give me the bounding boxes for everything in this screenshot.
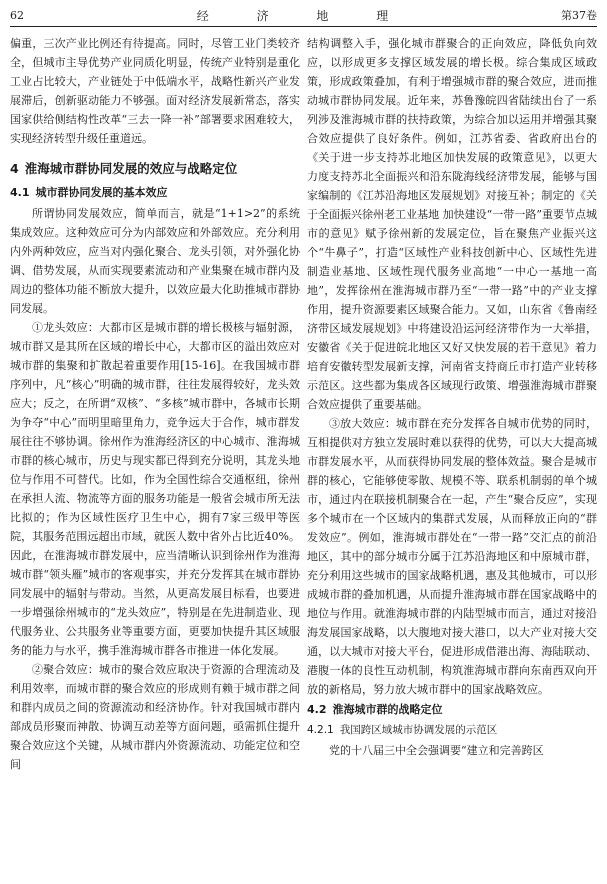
section-4-heading [10, 160, 300, 178]
journal-name: 经 济 地 理 [196, 9, 411, 23]
section-4-1-title: 城市群协同发展的基本效应 [35, 186, 168, 199]
paragraph-aggregation-effect-continued: 结构调整入手，强化城市群聚合的正向效应，降低负向效应，以形成更多支撑区域发展的增长极。综合集成区域政策，形成政策叠加，有利于增强城市群的聚合效应，进而推动城市群协同发展。近年来，苏鲁豫皖四省陆续出台了一系列涉及淮海城市群的扶持政策，为综合加以运用并增强其聚合效应提供了良好条件。例如，江苏省委、省政府出台的《关于进一步支持苏北地区加快发展的政策意见》，以更大力度支持苏北全面振兴和沿东陇海线经济带发展，能够与国家编制的《江苏沿海地区发展规划》对接互补；制定的《关于全面振兴徐州老工业基地 加快建设“一带一路”重要节点城市的意见》赋予徐州新的发展定位，旨在聚焦产业振兴这个“牛鼻子”，打造“区域性产业科技创新中心、区域性先进制造业基地、区域性现代服务业高地“一中心一基地一高地”，发挥徐州在淮海城市群乃至“一带一路”中的产业支撑作用，提升资源要素区域聚合能力。又如，山东省《鲁南经济带区域发展规划》中将建设沿运河经济带作为一大举措，安徽省《关于促进皖北地区又好又快发展的若干意见》着力培育安徽转型发展新支撑，河南省支持商丘市打造产业转移示范区。这些都为集成各区域现行政策、增强淮海城市群聚合效应提供了重要基础。 [307, 37, 597, 411]
section-4-2-1-heading [307, 721, 597, 739]
left-column [10, 34, 300, 884]
section-4-1-number: 4.1 [10, 186, 30, 199]
running-header [10, 6, 597, 27]
right-column [307, 34, 597, 884]
two-column-body [10, 34, 597, 884]
section-4-1-heading [10, 184, 300, 202]
section-4-title: 淮海城市群协同发展的效应与战略定位 [24, 161, 238, 176]
section-4-number: 4 [10, 161, 19, 176]
section-4-2-title: 淮海城市群的战略定位 [332, 703, 443, 716]
paragraph-demonstration-zone: 党的十八届三中全会强调要“建立和完善跨区 [329, 744, 544, 757]
paragraph-aggregation-effect: ②聚合效应：城市的聚合效应取决于资源的合理流动及利用效率，而城市群的聚合效应的形成则有赖于城市群之间和群内成员之间的资源流动和经济协作。针对我国城市群内部成员形聚而神散、协调互动差等方面问题，亟需抓住提升聚合效应这个关键，从城市群内外资源流动、功能定位和空间 [10, 663, 300, 771]
paragraph-amplification-effect: ③放大效应：城市群在充分发挥各自城市优势的同时，互相提供对方独立发展时难以获得的优势，可以大大提高城市群发展水平，从而获得协同发展的整体效益。聚合是城市群的核心，它能够使零散、规模不等、联系机制弱的单个城市，通过内在联接机制聚合在一起，产生“聚合反应”，实现多个城市在一个区域内的集群式发展，从而释放正向的“群发效应”。例如，淮海城市群处在“一带一路”交汇点的前沿地区，其中的部分城市分属于江苏沿海地区和中原城市群，充分利用这些城市的国家战略机遇，惠及其他城市，可以形成城市群的叠加机遇，从而提升淮海城市群在国家战略中的地位与作用。就淮海城市群的内陆型城市而言，通过对接沿海发展国家战略，以大腹地对接大港口，以大产业对接大交通，以大城市对接大平台，促进形成借港出海、海陆联动、港腹一体的良性互动机制，构筑淮海城市群向东南西双向开放的新格局，努力放大城市群中的国家战略效应。 [307, 417, 597, 696]
section-4-2-1-number: 4.2.1 [307, 724, 334, 736]
page-number: 62 [10, 9, 24, 22]
paragraph-leading-effect: ①龙头效应：大都市区是城市群的增长极核与辐射源，城市群又是其所在区域的增长中心，大都市区的溢出效应对城市群的集聚和扩散起着重要作用[15-16]。在我国城市群序列中，凡“核心”明确的城市群，往往发展得较好，龙头效应大；反之，在所谓“双核”、“多核”城市群中，各城市长期为争夺“中心”而明里暗里角力，竞争远大于合作，城市群发展往往不够协调。徐州作为淮海经济区的中心城市、淮海城市群的核心城市，历史与现实都已得到充分说明，其龙头地位与作用不可替代。比如，作为全国性综合交通枢纽，徐州在承担人流、物流等方面的服务功能是一般省会城市所无法比拟的；作为区域性医疗卫生中心，拥有7家三级甲等医院，其服务范围远超出市域，就医人数中省外占比近40%。因此，在淮海城市群发展中，应当清晰认识到徐州作为淮海城市群“领头雁”城市的客观事实，并充分发挥其在城市群协同发展中的辐射与带动。当然，从更高发展目标看，也要进一步增强徐州城市的“龙头效应”，特别是在先进制造业、现代服务业、公共服务业等重要方面，更要加快提升其区域服务的能力与水平，携手淮海城市群各市推进一体化发展。 [10, 321, 300, 657]
section-4-2-heading [307, 701, 597, 719]
section-4-2-1-title: 我国跨区域城市协调发展的示范区 [339, 724, 498, 736]
paragraph-economy-transition: 偏重，三次产业比例还有待提高。同时，尽管工业门类较齐全，但城市主导优势产业同质化明显，传统产业特别是重化工业占比较大，产业链处于中低端水平，战略性新兴产业发展滞后，创新驱动能力不够强。面对经济发展新常态，落实国家供给侧结构性改革“三去一降一补”部署要求困难较大，实现经济转型升级任重道远。 [10, 37, 300, 145]
section-4-2-number: 4.2 [307, 703, 327, 716]
volume-label: 第37卷 [561, 9, 597, 22]
paragraph-synergy-definition: 所谓协同发展效应，简单而言，就是“1+1>2”的系统集成效应。这种效应可分为内部效应和外部效应。充分利用内外两种效应，应当对内强化聚合、龙头引领，对外强化协调、借势发展，从而实现要素流动和产业集聚在城市群内及周边的整体功能不断放大提升，以效应最大化助推城市群协同发展。 [10, 207, 300, 315]
